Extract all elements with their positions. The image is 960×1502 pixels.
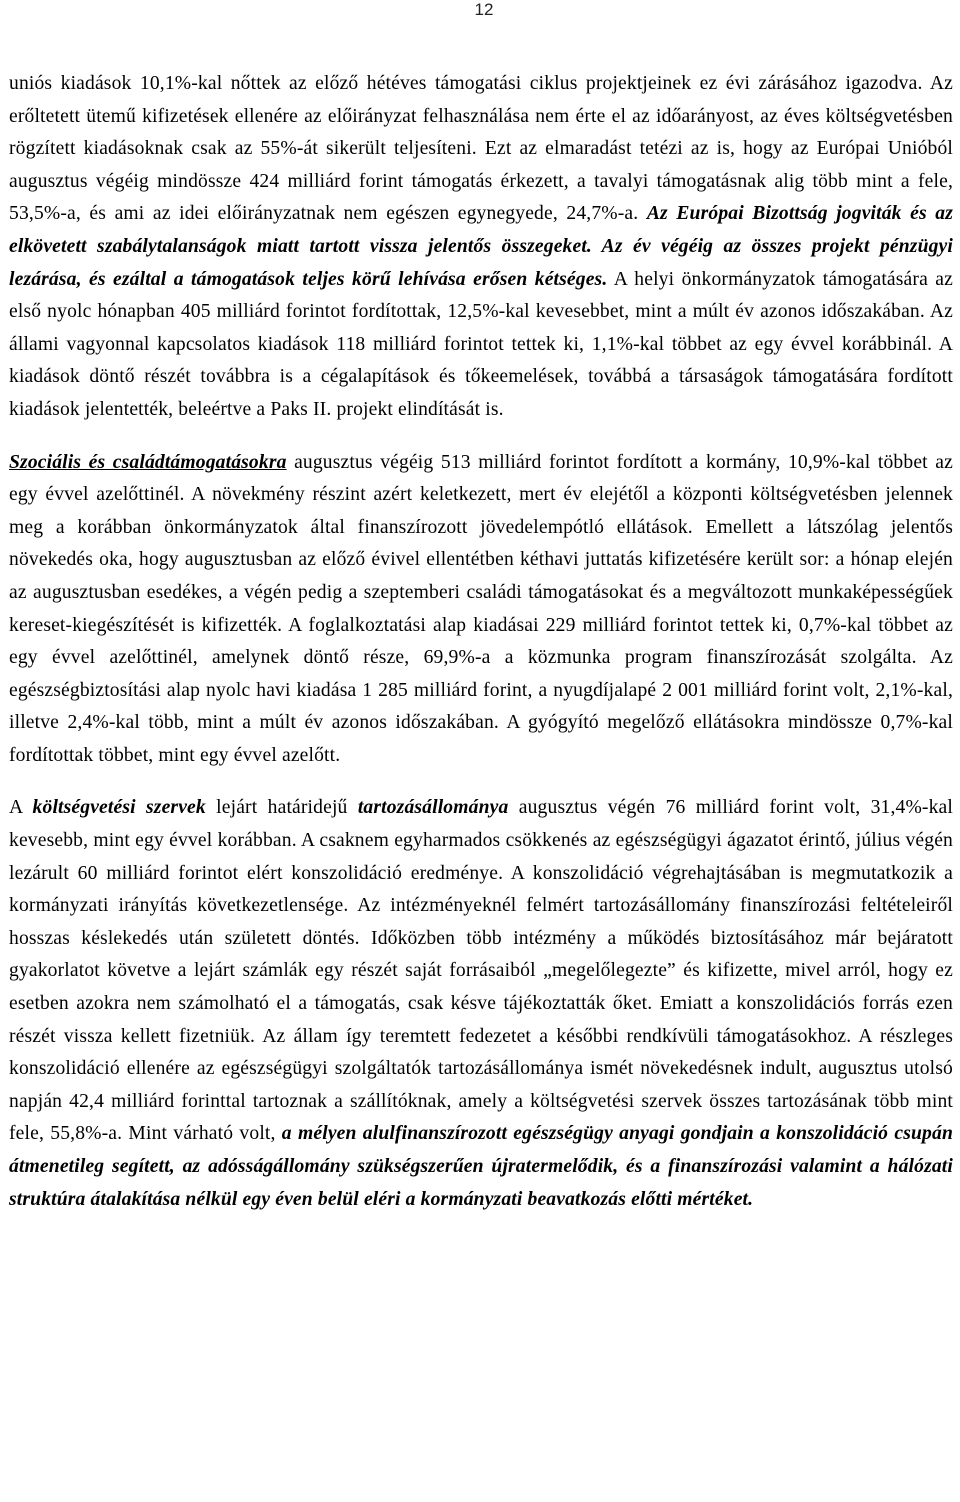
text-intro-a: A <box>9 797 33 819</box>
paragraph-social-support <box>9 447 953 773</box>
text-social-support: augusztus végéig 513 milliárd forintot fordított a kormány, 10,9%-kal többet az egy évvel azelőttinél. A növekmény részint azért keletkezett, mert év elejétől a központi költségvetésben jelennek meg a korábban önkormányzatok által finanszírozott jövedelempótló ellátások. Emellett a látszólag jelentős növekedés oka, hogy augusztusban az előző évivel ellentétben kéthavi juttatás kifizetésére került sor: a hónap elején az augusztusban esedékes, a végén pedig a szeptemberi családi támogatásokat és a megváltozott munkaképességűek kereset-kiegészítését is kifizették. A foglalkoztatási alap kiadásai 229 milliárd forintot tettek ki, 0,7%-kal többet az egy évvel azelőttinél, amelynek döntő része, 69,9%-a a közmunka program finanszírozását szolgálta. Az egészségbiztosítási alap nyolc havi kiadása 1 285 milliárd forint, a nyugdíjalapé 2 001 milliárd forint volt, 2,1%-kal, illetve 2,4%-kal több, mint a múlt év azonos időszakában. A gyógyító megelőző ellátásokra mindössze 0,7%-kal fordítottak többet, mint egy évvel azelőtt. <box>9 451 953 766</box>
text-eu-spending: uniós kiadások 10,1%-kal nőttek az előző hétéves támogatási ciklus projektjeinek ez évi zárásához igazodva. Az erőltetett ütemű kifizetések ellenére az előirányzat felhasználása nem érte el az időarányost, az éves költségvetésben rögzített kiadásoknak csak az 55%-át sikerült teljesíteni. Ezt az elmaradást tetézi az is, hogy az Európai Unióból augusztus végéig mindössze 424 milliárd forint támogatás érkezett, a tavalyi támogatásnak alig több mint a fele, 53,5%-a, és ami az idei előirányzatnak nem egészen egynegyede, 24,7%-a. <box>9 73 953 225</box>
text-consolidation: augusztus végén 76 milliárd forint volt, 31,4%-kal kevesebb, mint egy évvel korábban. A csaknem egyharmados csökkenés az egészségügyi ágazatot érintő, július végén lezárult 60 milliárd forintot elért konszolidáció eredménye. A konszolidáció végrehajtásában is megmutatkozik a kormányzati irányítás következetlensége. Az intézményeknél felmért tartozásállomány finanszírozási feltételeiről hosszas késlekedés után született döntés. Időközben több intézmény a működés biztosításához már bejáratott gyakorlatot követve a lejárt számlák egy részét saját forrásaiból „megelőlegezte” és kifizette, mivel arról, hogy ez esetben azokra nem számolható el a támogatás, csak késve tájékoztatták őket. Emiatt a konszolidációs forrás ezen részét vissza kellett fizetniük. Az állam így teremtett fedezetet a későbbi rendkívüli támogatásokhoz. A részleges konszolidáció ellenére az egészségügyi szolgáltatók tartozásállománya ismét növekedésnek indult, augusztus utolsó napján 42,4 milliárd forinttal tartoznak a szállítóknak, amely a költségvetési szervek összes tartozásának több mint fele, 55,8%-a. Mint várható volt, <box>9 797 953 1145</box>
emphasis-healthcare-conclusion: a mélyen alulfinanszírozott egészségügy anyagi gondjain a konszolidáció csupán átmenetileg segített, az adósságállomány szükségszerűen újratermelődik, és a finanszírozási valamint a hálózati struktúra átalakítása nélkül egy éven belül eléri a kormányzati beavatkozás előtti mértéket. <box>9 1123 953 1210</box>
text-overdue: lejárt határidejű <box>205 797 358 819</box>
text-local-government: A helyi önkormányzatok támogatására az első nyolc hónapban 405 milliárd forintot fordítottak, 12,5%-kal kevesebbet, mint a múlt év azonos időszakában. Az állami vagyonnal kapcsolatos kiadások 118 milliárd forintot tettek ki, 1,1%-kal többet az egy évvel korábbinál. A kiadások döntő részét továbbra is a cégalapítások és tőkeemelések, továbbá a társaságok támogatására fordított kiadások jelentették, beleértve a Paks II. projekt elindítását is. <box>9 268 953 420</box>
document-body <box>9 68 953 1216</box>
page-number: 12 <box>474 0 494 19</box>
term-debt-stock: tartozásállománya <box>357 797 509 819</box>
heading-social-family-support: Szociális és családtámogatásokra <box>9 451 287 473</box>
paragraph-eu-funds <box>9 68 953 427</box>
paragraph-budget-institutions <box>9 792 953 1216</box>
emphasis-eu-commission: Az Európai Bizottság jogviták és az elkövetett szabálytalanságok miatt tartott vissza jelentős összegeket. Az év végéig az összes projekt pénzügyi lezárása, és ezáltal a támogatások teljes körű lehívása erősen kétséges. <box>9 203 953 290</box>
term-budget-institutions: költségvetési szervek <box>32 797 206 819</box>
